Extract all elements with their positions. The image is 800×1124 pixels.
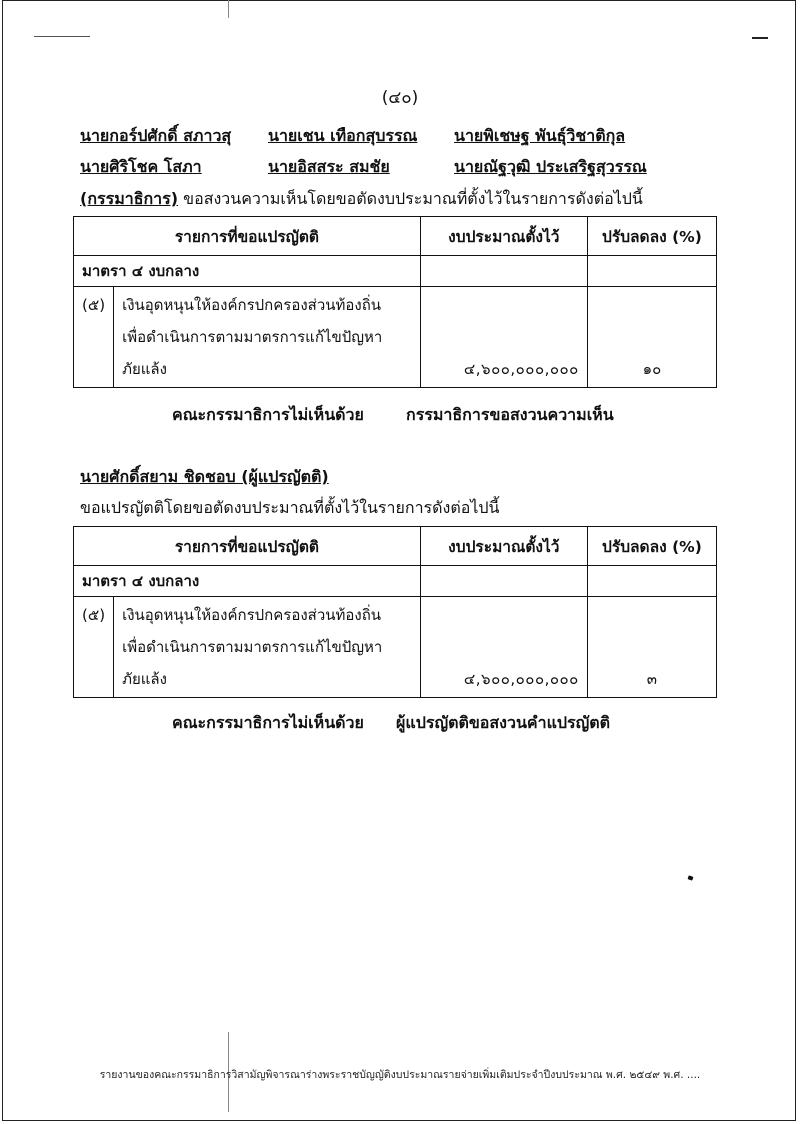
empty-cell <box>587 256 716 287</box>
committee-name: นายอิสสระ สมชัย <box>268 157 390 176</box>
item-number: (๕) <box>74 597 114 698</box>
item-number: (๕) <box>74 287 114 388</box>
item-desc-line: ภัยแล้ง <box>122 360 167 378</box>
committee-name: นายกอร์ปศักดิ์ สภาวสุ <box>80 126 232 145</box>
header-items: รายการที่ขอแปรญัตติ <box>74 217 421 256</box>
scan-mark-right <box>752 37 768 39</box>
item-desc-line: เพื่อดำเนินการตามมาตรการแก้ไขปัญหา <box>122 638 383 656</box>
section1-intro-label: (กรรมาธิการ) <box>80 189 179 208</box>
item-desc-line: ภัยแล้ง <box>122 670 167 688</box>
committee-name: นายเชน เทือกสุบรรณ <box>268 126 418 145</box>
reduction-percent: ๓ <box>587 597 716 698</box>
committee-name: นายศิริโชค โสภา <box>80 157 202 176</box>
section1-intro-text: ขอสงวนความเห็นโดยขอตัดงบประมาณที่ตั้งไว้ในรายการดังต่อไปนี้ <box>178 189 643 208</box>
fold-mark-top <box>228 0 229 18</box>
committee-name: นายพิเชษฐ พันธุ์วิชาติกุล <box>454 126 626 145</box>
section-row: มาตรา ๔ งบกลาง <box>74 566 421 597</box>
empty-cell <box>420 566 587 597</box>
budget-table-1 <box>73 216 717 388</box>
header-budget: งบประมาณตั้งไว้ <box>420 527 587 566</box>
amender-name: นายศักดิ์สยาม ชิดชอบ (ผู้แปรญัตติ) <box>80 467 329 486</box>
header-budget: งบประมาณตั้งไว้ <box>420 217 587 256</box>
budget-table-2 <box>73 526 717 698</box>
section2-intro: ขอแปรญัตติโดยขอตัดงบประมาณที่ตั้งไว้ในรายการดังต่อไปนี้ <box>80 498 500 517</box>
page-number: (๔๐) <box>381 88 419 108</box>
item-description <box>114 597 421 698</box>
committee-name: นายณัฐวุฒิ ประเสริฐสุวรรณ <box>454 157 647 176</box>
item-desc-line: เพื่อดำเนินการตามมาตรการแก้ไขปัญหา <box>122 328 383 346</box>
empty-cell <box>587 566 716 597</box>
empty-cell <box>420 256 587 287</box>
member-reservation: กรรมาธิการขอสงวนความเห็น <box>406 405 614 424</box>
budget-amount: ๔,๖๐๐,๐๐๐,๐๐๐ <box>420 597 587 698</box>
scan-mark-left <box>34 36 90 37</box>
header-reduction: ปรับลดลง (%) <box>587 217 716 256</box>
item-description <box>114 287 421 388</box>
page-footer: รายงานของคณะกรรมาธิการวิสามัญพิจารณาร่างพระราชบัญญัติงบประมาณรายจ่ายเพิ่มเติมประจำปีงบประมาณ พ.ศ. ๒๕๔๙ พ.ศ. .... <box>99 1069 701 1081</box>
amender-reservation: ผู้แปรญัตติขอสงวนคำแปรญัตติ <box>396 713 611 732</box>
section2-name <box>80 465 329 490</box>
item-desc-line: เงินอุดหนุนให้องค์กรปกครองส่วนท้องถิ่น <box>122 296 382 314</box>
committee-verdict: คณะกรรมาธิการไม่เห็นด้วย <box>172 713 364 732</box>
section1-intro <box>80 187 643 212</box>
reduction-percent: ๑๐ <box>587 287 716 388</box>
committee-verdict: คณะกรรมาธิการไม่เห็นด้วย <box>172 405 364 424</box>
budget-amount: ๔,๖๐๐,๐๐๐,๐๐๐ <box>420 287 587 388</box>
section-row: มาตรา ๔ งบกลาง <box>74 256 421 287</box>
item-desc-line: เงินอุดหนุนให้องค์กรปกครองส่วนท้องถิ่น <box>122 606 382 624</box>
header-items: รายการที่ขอแปรญัตติ <box>74 527 421 566</box>
header-reduction: ปรับลดลง (%) <box>587 527 716 566</box>
